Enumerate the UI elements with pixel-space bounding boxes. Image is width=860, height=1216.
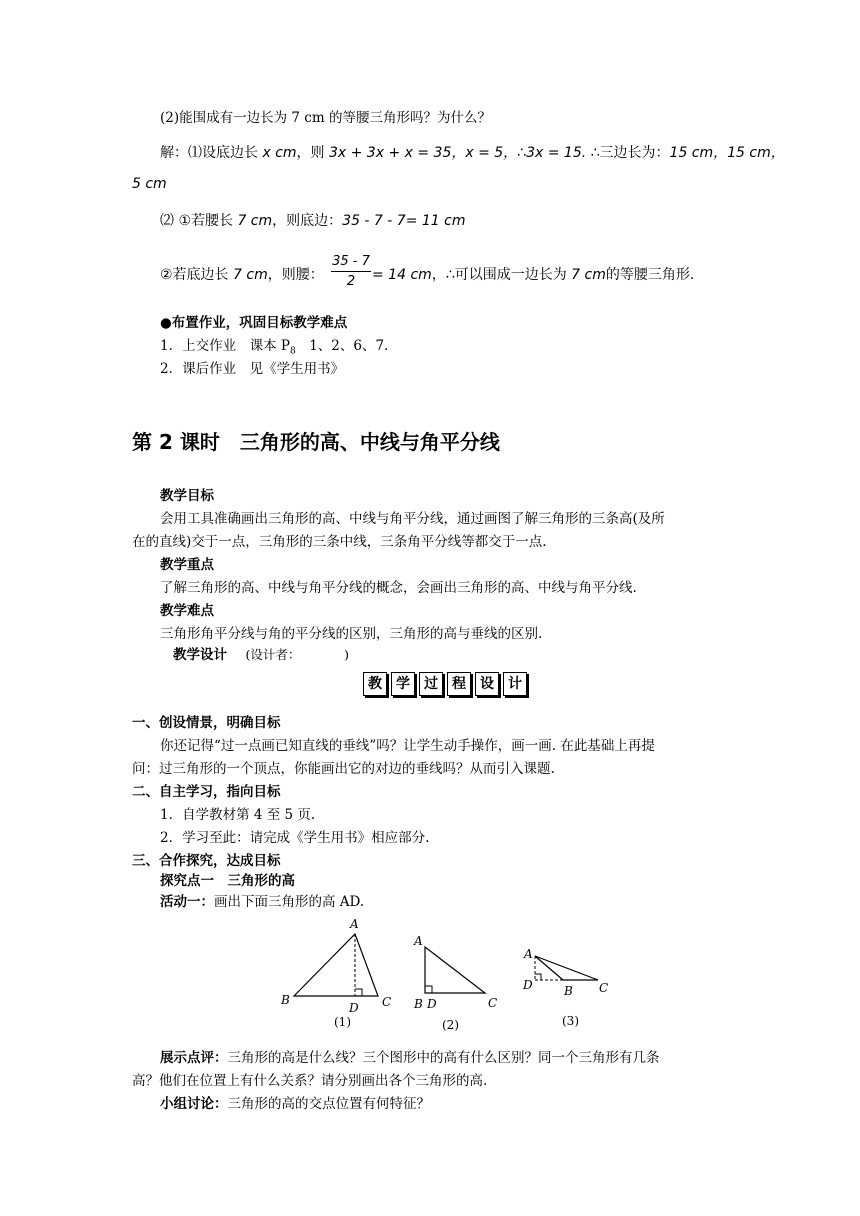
homework-item-1-tail: 1、2、6、7. <box>295 338 389 354</box>
process-char: 过 <box>419 672 443 696</box>
process-char: 程 <box>447 672 471 696</box>
f3-label-C: C <box>599 981 609 995</box>
sol3-mid2: ，∴可以围成一边长为 <box>431 267 572 283</box>
section-3-title: 三、合作探究，达成目标 <box>132 853 281 869</box>
design-line <box>173 643 349 663</box>
section-2-item-1: 1．自学教材第 4 至 5 页. <box>160 807 316 823</box>
sol3-prefix: ②若底边长 <box>160 267 234 283</box>
lesson-title: 第 2 课时 三角形的高、中线与角平分线 <box>132 430 500 454</box>
objectives-label: 教学目标 <box>160 488 214 504</box>
f1-caption: (1) <box>334 1015 351 1029</box>
fraction-bar <box>331 271 371 272</box>
objectives-line-2: 在的直线)交于一点，三角形的三条中线，三条角平分线等都交于一点. <box>132 534 547 550</box>
process-char: 计 <box>503 672 527 696</box>
process-char: 教 <box>363 672 387 696</box>
f3-label-A: A <box>524 947 533 961</box>
activity-text: 画出下面三角形的高 AD. <box>214 894 365 910</box>
f2-caption: (2) <box>442 1018 459 1032</box>
f3-caption: (3) <box>562 1014 579 1028</box>
triangle-3-ac <box>535 956 598 980</box>
figure-2 <box>413 934 497 1032</box>
design-designer: (设计者： ) <box>245 647 349 662</box>
figure-3 <box>522 947 608 1028</box>
sol1-mid2: 三边长为： <box>599 145 670 161</box>
solution-line-1-cont: 5 cm <box>132 176 167 192</box>
sol2-prefix: ⑵ ①若腰长 <box>160 213 238 229</box>
sol1-prefix: 解：⑴设底边长 <box>160 145 263 161</box>
review-text-1: 三角形的高是什么线？三个图形中的高有什么区别？同一个三角形有几条 <box>227 1050 660 1066</box>
review-line-2: 高？他们在位置上有什么关系？请分别画出各个三角形的高. <box>132 1073 488 1089</box>
sol3-fraction <box>328 254 374 289</box>
section-1-title: 一、创设情景，明确目标 <box>132 715 281 731</box>
design-label: 教学设计 <box>173 647 227 663</box>
sol3-length: 7 cm <box>233 267 268 283</box>
section-2-item-2: 2．学习至此：请完成《学生用书》相应部分. <box>160 830 430 846</box>
sol3-numerator: 35 - 7 <box>332 254 370 269</box>
f1-label-B: B <box>281 993 290 1007</box>
f3-label-B: B <box>564 984 573 998</box>
teaching-process-boxes <box>363 672 527 696</box>
sol1-x-cm: x cm <box>262 145 297 161</box>
triangle-1 <box>294 934 378 996</box>
activity-1 <box>160 890 364 910</box>
difficulties-line-1: 三角形角平分线与角的平分线的区别，三角形的高与垂线的区别. <box>160 626 543 642</box>
sol3-denominator: 2 <box>346 274 356 289</box>
objectives-line-1: 会用工具准确画出三角形的高、中线与角平分线，通过画图了解三角形的三条高(及所 <box>160 511 665 527</box>
triangle-2 <box>425 947 485 993</box>
keypoints-label: 教学重点 <box>160 557 214 573</box>
review-label: 展示点评： <box>160 1050 228 1066</box>
sol1-equation: 3x + 3x + x = 35，x = 5，∴3x = 15. ∴ <box>328 145 600 161</box>
f3-label-D: D <box>523 978 533 992</box>
discussion-label: 小组讨论： <box>160 1096 228 1112</box>
f1-label-C: C <box>382 995 392 1009</box>
section-2-title: 二、自主学习，指向目标 <box>132 784 281 800</box>
sol3-mid: ，则腰： <box>267 267 324 283</box>
explore-point-1: 探究点一 三角形的高 <box>160 873 295 889</box>
question-2: (2)能围成有一边长为 7 cm 的等腰三角形吗？为什么？ <box>160 110 491 126</box>
triangle-3-ab <box>535 956 563 980</box>
homework-title: ●布置作业，巩固目标教学难点 <box>160 315 348 331</box>
review-line-1 <box>160 1046 660 1066</box>
homework-item-1 <box>160 334 388 357</box>
f2-label-D: D <box>427 997 437 1011</box>
f2-label-B: B <box>414 997 423 1011</box>
sol3-length-2: 7 cm <box>571 267 606 283</box>
homework-item-2: 2．课后作业 见《学生用书》 <box>160 361 345 377</box>
section-1-line-1: 你还记得“过一点画已知直线的垂线”吗？让学生动手操作，画一画. 在此基础上再提 <box>160 738 655 754</box>
homework-item-1-sub: 8 <box>289 346 296 357</box>
sol2-mid: ，则底边： <box>272 213 343 229</box>
process-char: 设 <box>475 672 499 696</box>
right-angle-1 <box>355 989 362 996</box>
solution-line-3-a <box>160 264 324 284</box>
f2-label-C: C <box>488 996 498 1010</box>
right-angle-3 <box>535 974 541 980</box>
f2-label-A: A <box>414 934 423 948</box>
f1-label-A: A <box>350 917 359 931</box>
activity-label: 活动一： <box>160 894 214 910</box>
f1-label-D: D <box>349 1001 359 1015</box>
homework-item-1-text: 1．上交作业 课本 P <box>160 338 290 354</box>
keypoints-line-1: 了解三角形的高、中线与角平分线的概念，会画出三角形的高、中线与角平分线. <box>160 580 637 596</box>
solution-line-2 <box>160 210 465 230</box>
triangle-figures <box>0 910 860 1050</box>
figure-1 <box>280 917 391 1029</box>
solution-line-1 <box>160 142 785 162</box>
right-angle-2 <box>425 986 432 993</box>
sol1-mid1: ，则 <box>296 145 329 161</box>
sol1-sides: 15 cm，15 cm， <box>669 145 785 161</box>
solution-line-3-b <box>372 264 694 284</box>
difficulties-label: 教学难点 <box>160 603 214 619</box>
sol2-expression: 35 - 7 - 7= 11 cm <box>342 213 466 229</box>
discussion-line <box>160 1092 430 1112</box>
sol3-tail: 的等腰三角形. <box>605 267 695 283</box>
section-1-line-2: 问：过三角形的一个顶点，你能画出它的对边的垂线吗？从而引入课题. <box>132 761 555 777</box>
sol2-length: 7 cm <box>237 213 273 229</box>
process-char: 学 <box>391 672 415 696</box>
sol3-equals: = 14 cm <box>372 267 432 283</box>
discussion-text: 三角形的高的交点位置有何特征？ <box>227 1096 430 1112</box>
